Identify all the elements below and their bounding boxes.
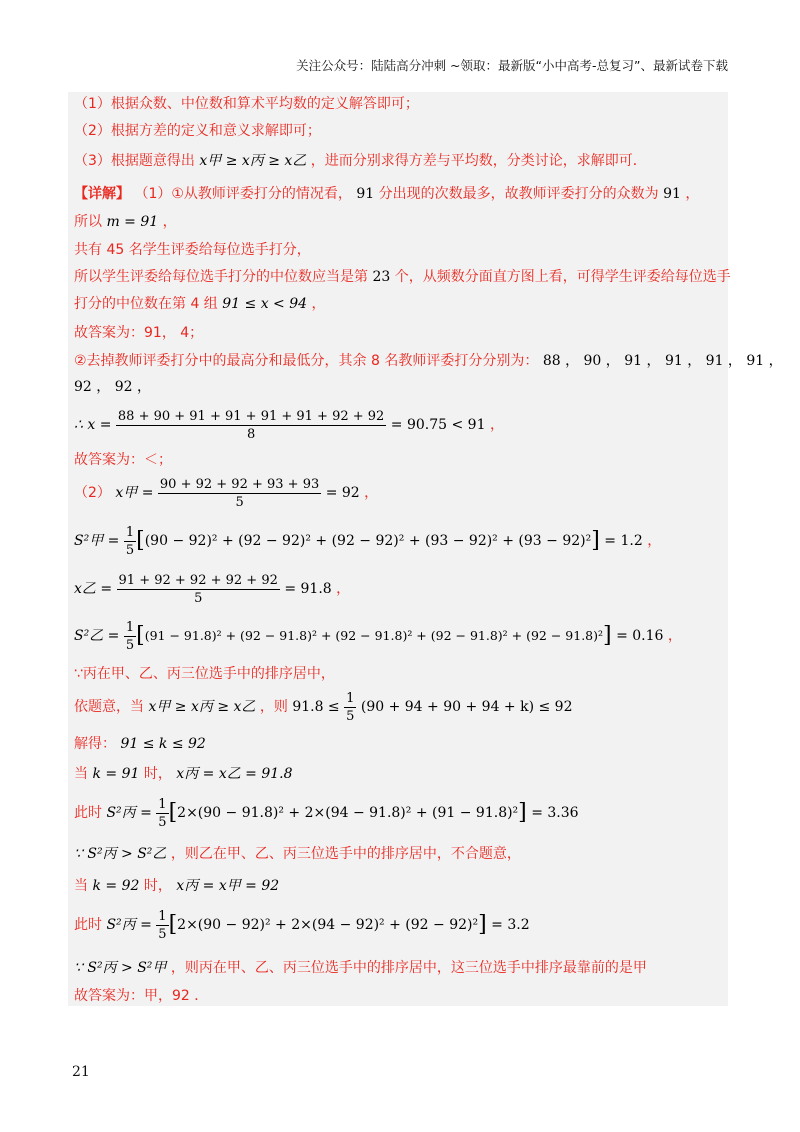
number: 91 — [356, 186, 375, 202]
math: 91.8 ≤ — [292, 699, 340, 715]
numerator: 88 + 90 + 91 + 91 + 91 + 91 + 92 + 92 — [117, 408, 385, 424]
math: = 1.2 — [604, 533, 643, 549]
values: 88 ， 90 ， 91 ， 91 ， 91 ， 91 ， — [542, 353, 783, 369]
numerator: 1 — [158, 796, 167, 812]
mean-formula-teacher — [74, 406, 728, 444]
text: ，则乙在甲、乙、丙三位选手中的排序居中，不合题意， — [170, 846, 521, 862]
fraction — [124, 619, 136, 654]
math: = 91.8 — [284, 581, 332, 597]
bracket-right: ] — [591, 528, 600, 553]
text: ②去掉教师评委打分中的最高分和最低分，其余 8 名教师评委打分分别为： — [74, 353, 539, 369]
detail-tag: 【详解】 — [74, 186, 130, 202]
detail-line-4 — [74, 267, 731, 287]
math: x乙 = — [74, 581, 113, 597]
denominator: 5 — [125, 637, 135, 653]
variance-formula-bing-1 — [74, 794, 728, 832]
bracket-right: ] — [518, 800, 527, 825]
text: 时， — [143, 878, 172, 894]
math: = 3.2 — [491, 917, 530, 933]
text: 解得： — [74, 736, 116, 752]
bracket-left: [ — [136, 528, 145, 553]
bracket-left: [ — [168, 800, 178, 825]
analysis-line-2: （2）根据方差的定义和意义求解即可； — [74, 123, 321, 139]
math: x丙 = x甲 = 92 — [176, 878, 280, 894]
detail-line-24: 故答案为：甲，92 ． — [74, 988, 209, 1004]
analysis-line-3 — [74, 151, 728, 171]
fraction — [124, 524, 136, 559]
text: ， — [489, 417, 504, 433]
text: 个，从频数分面直方图上看，可得学生评委给每位选手 — [394, 269, 731, 285]
fraction — [158, 476, 321, 511]
numerator: 1 — [346, 690, 355, 706]
variance-formula-jia — [74, 522, 728, 560]
text: ， — [647, 533, 662, 549]
condition-formula — [74, 688, 728, 726]
math: ∴ x = — [74, 417, 112, 433]
text: 此时 — [74, 917, 102, 933]
detail-line-15: ∵丙在甲、乙、丙三位选手中的排序居中， — [74, 666, 335, 682]
text: ， — [162, 214, 177, 230]
text: 所以 — [74, 214, 102, 230]
detail-line-1 — [74, 184, 728, 204]
text: 打分的中位数在第 4 组 — [74, 296, 218, 312]
text: ， — [311, 296, 326, 312]
text: （2） — [74, 485, 111, 501]
bracket-right: ] — [478, 912, 487, 937]
numerator: 1 — [125, 619, 135, 635]
text: ， — [364, 485, 379, 501]
math: x丙 = x乙 = 91.8 — [176, 766, 293, 782]
number: 91 — [663, 186, 681, 202]
detail-line-20 — [74, 844, 728, 864]
bracket-right: ] — [603, 623, 612, 648]
mean-formula-jia — [74, 474, 728, 512]
denominator: 5 — [235, 494, 244, 510]
math: S²甲 = — [74, 533, 120, 549]
text: 时， — [143, 766, 172, 782]
text: 依题意，当 — [74, 699, 144, 715]
detail-line-10: 故答案为：＜； — [74, 452, 172, 468]
values: 92 ， 92 ， — [74, 379, 151, 395]
math: 91 ≤ x < 94 — [222, 296, 308, 312]
math: x甲 ≥ x丙 ≥ x乙 — [199, 153, 307, 169]
text: ，则丙在甲、乙、丙三位选手中的排序居中，这三位选手中排序最靠前的是甲 — [170, 960, 647, 976]
fraction — [156, 908, 168, 943]
denominator: 5 — [158, 926, 167, 942]
variance-formula-bing-2 — [74, 906, 728, 944]
denominator: 8 — [246, 426, 256, 442]
math: x甲 ≥ x丙 ≥ x乙 — [148, 699, 256, 715]
text: 分出现的次数最多，故教师评委打分的众数为 — [378, 186, 659, 202]
math: S²丙 = — [106, 805, 152, 821]
math: S²乙 = — [74, 628, 120, 644]
detail-line-23 — [74, 958, 728, 978]
text: ，进而分别求得方差与平均数，分类讨论，求解即可． — [310, 153, 647, 169]
text: （1）①从教师评委打分的情况看， — [134, 186, 352, 202]
fraction — [156, 796, 168, 831]
page-number: 21 — [72, 1064, 90, 1080]
text: 所以学生评委给每位选手打分的中位数应当是第 — [74, 269, 368, 285]
math: k = 92 — [92, 878, 140, 894]
math: 91 ≤ k ≤ 92 — [120, 736, 206, 752]
math: m = 91 — [106, 214, 159, 230]
fraction — [116, 408, 386, 443]
denominator: 5 — [125, 542, 135, 558]
text: 当 — [74, 766, 88, 782]
number: 23 — [372, 269, 391, 285]
fraction — [117, 572, 280, 607]
page-header: 关注公众号：陆陆高分冲刺 ~领取：最新版“小中高考-总复习”、最新试卷下载 — [296, 58, 728, 73]
detail-line-2 — [74, 212, 728, 232]
math: (91 − 91.8)² + (92 − 91.8)² + (92 − 91.8)² + (92 − 91.8)² + (92 − 91.8)² — [144, 628, 604, 643]
numerator: 1 — [158, 908, 167, 924]
denominator: 5 — [346, 708, 355, 724]
detail-line-17 — [74, 734, 728, 754]
math: x甲 = — [115, 485, 154, 501]
text: 当 — [74, 878, 88, 894]
detail-line-18 — [74, 764, 728, 784]
math: 2×(90 − 92)² + 2×(94 − 92)² + (92 − 92)² — [177, 917, 479, 933]
math: = 3.36 — [531, 805, 579, 821]
math: = 90.75 < 91 — [390, 417, 486, 433]
numerator: 91 + 92 + 92 + 92 + 92 — [118, 572, 278, 588]
text: ，则 — [259, 699, 288, 715]
detail-line-21 — [74, 876, 728, 896]
bracket-left: [ — [136, 623, 145, 648]
math: k = 91 — [92, 766, 140, 782]
bracket-left: [ — [168, 912, 178, 937]
text: ， — [685, 186, 700, 202]
detail-line-3: 共有 45 名学生评委给每位选手打分， — [74, 242, 311, 258]
math: 2×(90 − 91.8)² + 2×(94 − 91.8)² + (91 − 91.8)² — [177, 805, 519, 821]
math: (90 + 94 + 90 + 94 + k) ≤ 92 — [360, 699, 573, 715]
numerator: 90 + 92 + 92 + 93 + 93 — [159, 476, 320, 492]
math: (90 − 92)² + (92 − 92)² + (92 − 92)² + (93 − 92)² + (93 − 92)² — [144, 533, 592, 549]
analysis-line-1: （1）根据众数、中位数和算术平均数的定义解答即可； — [74, 96, 419, 112]
text: ， — [667, 628, 682, 644]
math: ∵ S²丙 > S²甲 — [74, 960, 167, 976]
variance-formula-yi — [74, 617, 728, 655]
math: = 92 — [325, 485, 360, 501]
text: （3）根据题意得出 — [74, 153, 195, 169]
detail-line-7 — [74, 351, 783, 371]
fraction — [344, 690, 356, 725]
math: = 0.16 — [616, 628, 664, 644]
denominator: 5 — [158, 814, 167, 830]
detail-line-5 — [74, 294, 728, 314]
math: ∵ S²丙 > S²乙 — [74, 846, 167, 862]
mean-formula-yi — [74, 570, 728, 608]
text: ， — [336, 581, 351, 597]
math: S²丙 = — [106, 917, 152, 933]
detail-line-6: 故答案为：91， 4； — [74, 325, 204, 341]
detail-line-8 — [74, 377, 728, 397]
denominator: 5 — [194, 590, 203, 606]
numerator: 1 — [125, 524, 135, 540]
text: 此时 — [74, 805, 102, 821]
